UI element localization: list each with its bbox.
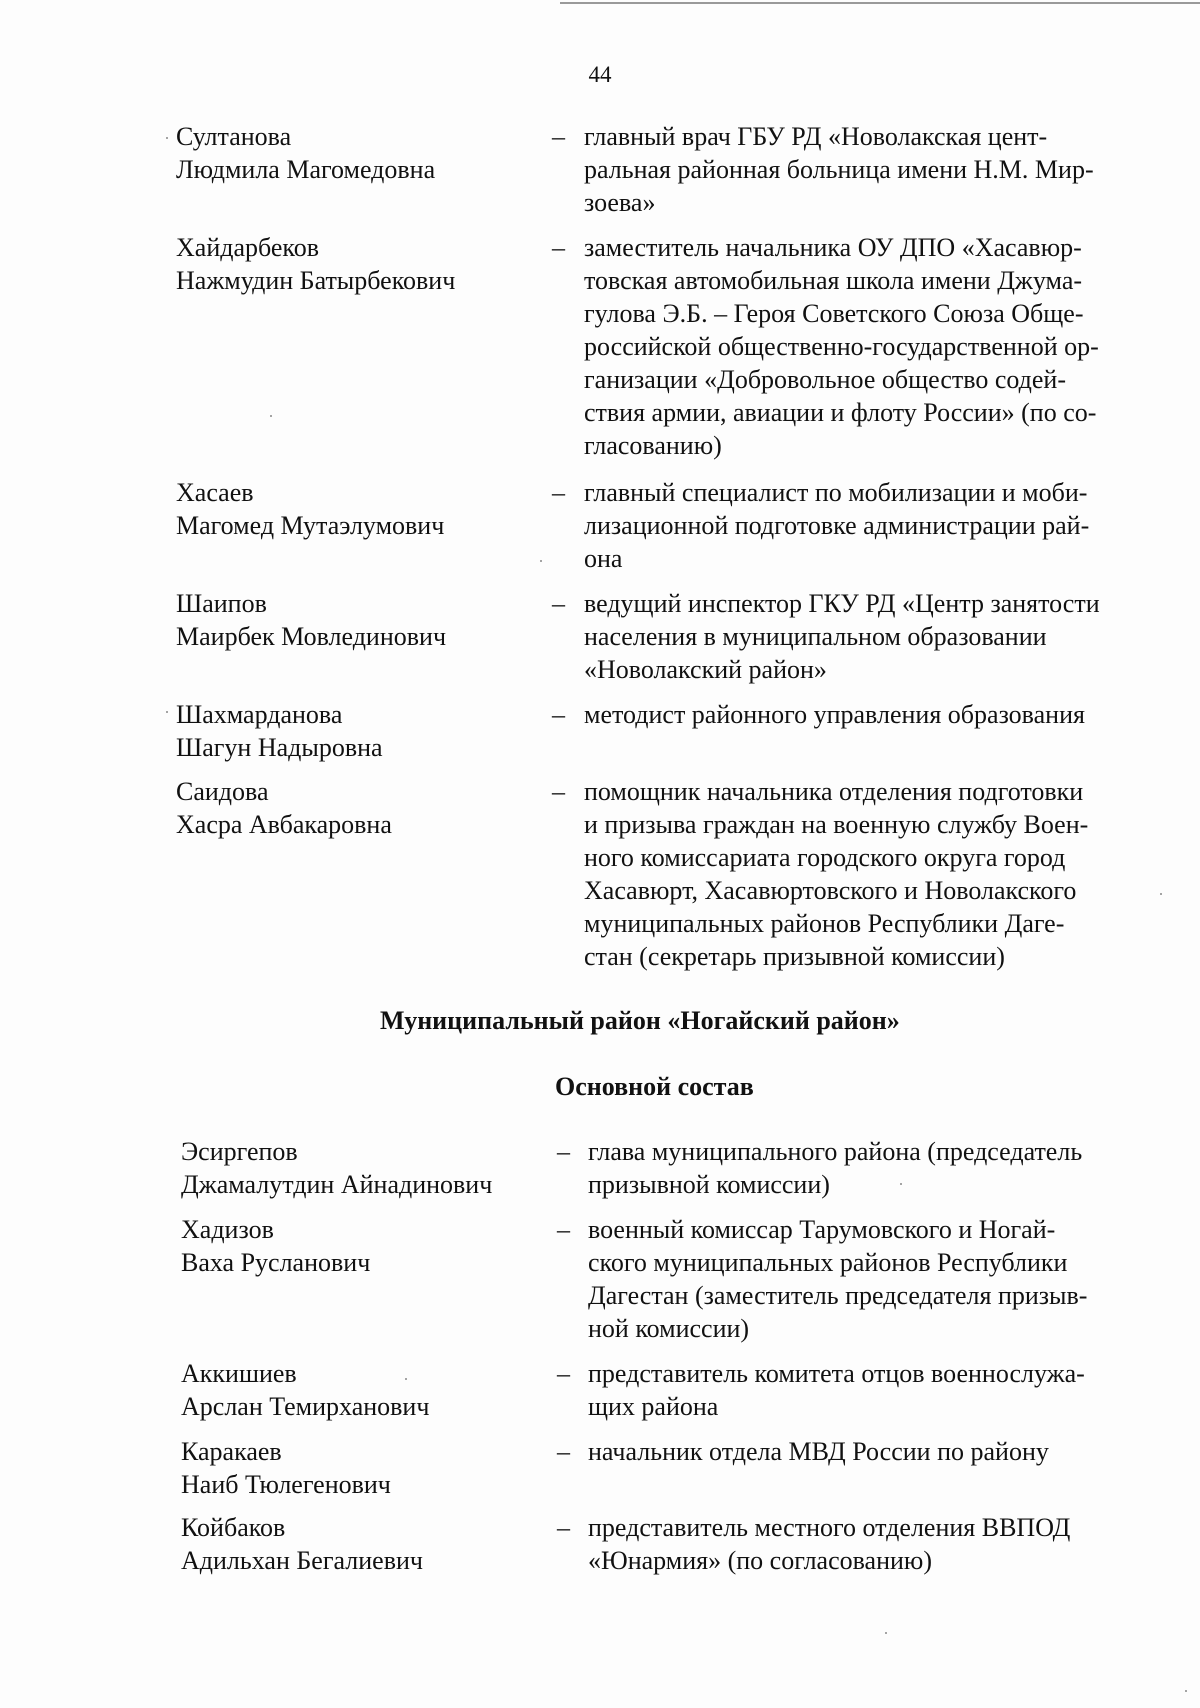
dash: – bbox=[552, 700, 565, 729]
position-line: заместитель начальника ОУ ДПО «Хасавюр- bbox=[584, 233, 1082, 262]
member-given-name: Маирбек Мовлединович bbox=[176, 622, 447, 651]
position-line: и призыва граждан на военную службу Воен- bbox=[584, 810, 1089, 839]
position-line: помощник начальника отделения подготовки bbox=[584, 777, 1084, 806]
position-line: «Новолакский район» bbox=[584, 655, 827, 684]
dash: – bbox=[557, 1513, 570, 1542]
position-line: щих района bbox=[588, 1392, 719, 1421]
position-line: ральная районная больница имени Н.М. Мир- bbox=[584, 155, 1094, 184]
member-given-name: Наиб Тюлегенович bbox=[181, 1470, 391, 1499]
position-line: Хасавюрт, Хасавюртовского и Новолакского bbox=[584, 876, 1077, 905]
scan-speck bbox=[405, 1378, 407, 1380]
member-surname: Султанова bbox=[176, 122, 292, 151]
scan-speck bbox=[166, 711, 168, 713]
scan-speck bbox=[166, 137, 168, 139]
position-line: методист районного управления образования bbox=[584, 700, 1085, 729]
member-surname: Койбаков bbox=[181, 1513, 286, 1542]
scan-speck bbox=[1185, 1690, 1187, 1692]
position-line: представитель комитета отцов военнослужа- bbox=[588, 1359, 1085, 1388]
member-position bbox=[588, 1435, 1152, 1468]
member-position bbox=[588, 1511, 1152, 1577]
member-name bbox=[181, 1213, 541, 1279]
member-name bbox=[176, 476, 536, 542]
member-surname: Каракаев bbox=[181, 1437, 282, 1466]
dash: – bbox=[552, 478, 565, 507]
member-name bbox=[176, 775, 536, 841]
member-given-name: Адильхан Бегалиевич bbox=[181, 1546, 423, 1575]
position-line: Дагестан (заместитель председателя призыв- bbox=[588, 1281, 1088, 1310]
member-name bbox=[181, 1435, 541, 1501]
member-position bbox=[588, 1357, 1152, 1423]
member-name bbox=[176, 231, 536, 297]
member-position bbox=[584, 120, 1146, 219]
member-name bbox=[181, 1511, 541, 1577]
scan-speck bbox=[1160, 893, 1162, 895]
member-surname: Аккишиев bbox=[181, 1359, 297, 1388]
scan-speck bbox=[900, 1183, 902, 1185]
dash: – bbox=[557, 1359, 570, 1388]
dash: – bbox=[552, 777, 565, 806]
position-line: ного комиссариата городского округа город bbox=[584, 843, 1066, 872]
member-given-name: Нажмудин Батырбекович bbox=[176, 266, 456, 295]
dash: – bbox=[557, 1137, 570, 1166]
position-line: «Юнармия» (по согласованию) bbox=[588, 1546, 933, 1575]
position-line: лизационной подготовке администрации рай- bbox=[584, 511, 1090, 540]
position-line: ствия армии, авиации и флоту России» (по со- bbox=[584, 398, 1097, 427]
position-line: она bbox=[584, 544, 623, 573]
member-name bbox=[176, 120, 536, 186]
dash: – bbox=[552, 122, 565, 151]
position-line: российской общественно-государственной ор- bbox=[584, 332, 1099, 361]
position-line: главный специалист по мобилизации и моби- bbox=[584, 478, 1088, 507]
member-surname: Саидова bbox=[176, 777, 269, 806]
position-line: гулова Э.Б. – Героя Советского Союза Обще- bbox=[584, 299, 1084, 328]
scan-speck bbox=[540, 560, 542, 562]
position-line: ганизации «Добровольное общество содей- bbox=[584, 365, 1066, 394]
page-number: 44 bbox=[588, 62, 612, 87]
member-given-name: Людмила Магомедовна bbox=[176, 155, 436, 184]
position-line: муниципальных районов Республики Даге- bbox=[584, 909, 1065, 938]
position-line: военный комиссар Тарумовского и Ногай- bbox=[588, 1215, 1056, 1244]
position-line: призывной комиссии) bbox=[588, 1170, 830, 1199]
member-given-name: Ваха Русланович bbox=[181, 1248, 371, 1277]
position-line: представитель местного отделения ВВПОД bbox=[588, 1513, 1071, 1542]
member-name bbox=[176, 698, 536, 764]
position-line: ведущий инспектор ГКУ РД «Центр занятости bbox=[584, 589, 1100, 618]
member-position bbox=[584, 231, 1146, 462]
member-position bbox=[584, 775, 1146, 973]
member-name bbox=[181, 1357, 541, 1423]
dash: – bbox=[557, 1215, 570, 1244]
member-given-name: Арслан Темирханович bbox=[181, 1392, 430, 1421]
member-given-name: Хасра Авбакаровна bbox=[176, 810, 392, 839]
position-line: стан (секретарь призывной комиссии) bbox=[584, 942, 1005, 971]
member-given-name: Шагун Надыровна bbox=[176, 733, 383, 762]
member-name bbox=[176, 587, 536, 653]
position-line: товская автомобильная школа имени Джума- bbox=[584, 266, 1083, 295]
member-position bbox=[584, 698, 1146, 731]
member-given-name: Магомед Мутаэлумович bbox=[176, 511, 445, 540]
member-surname: Хасаев bbox=[176, 478, 254, 507]
member-position bbox=[588, 1135, 1152, 1201]
dash: – bbox=[557, 1437, 570, 1466]
district-heading: Муниципальный район «Ногайский район» bbox=[380, 1006, 900, 1035]
member-surname: Хадизов bbox=[181, 1215, 274, 1244]
composition-heading: Основной состав bbox=[555, 1072, 754, 1101]
member-surname: Шахмарданова bbox=[176, 700, 343, 729]
position-line: зоева» bbox=[584, 188, 656, 217]
member-position bbox=[584, 587, 1146, 686]
scan-speck bbox=[270, 415, 272, 417]
member-surname: Хайдарбеков bbox=[176, 233, 320, 262]
member-surname: Эсиргепов bbox=[181, 1137, 298, 1166]
position-line: начальник отдела МВД России по району bbox=[588, 1437, 1049, 1466]
member-position bbox=[584, 476, 1146, 575]
member-surname: Шаипов bbox=[176, 589, 267, 618]
position-line: ной комиссии) bbox=[588, 1314, 750, 1343]
position-line: гласованию) bbox=[584, 431, 722, 460]
position-line: главный врач ГБУ РД «Новолакская цент- bbox=[584, 122, 1048, 151]
position-line: глава муниципального района (председатель bbox=[588, 1137, 1083, 1166]
scan-speck bbox=[885, 1632, 887, 1634]
position-line: населения в муниципальном образовании bbox=[584, 622, 1047, 651]
position-line: ского муниципальных районов Республики bbox=[588, 1248, 1068, 1277]
scan-edge-line bbox=[560, 2, 1200, 4]
member-given-name: Джамалутдин Айнадинович bbox=[181, 1170, 493, 1199]
member-position bbox=[588, 1213, 1152, 1345]
dash: – bbox=[552, 589, 565, 618]
dash: – bbox=[552, 233, 565, 262]
member-name bbox=[181, 1135, 541, 1201]
